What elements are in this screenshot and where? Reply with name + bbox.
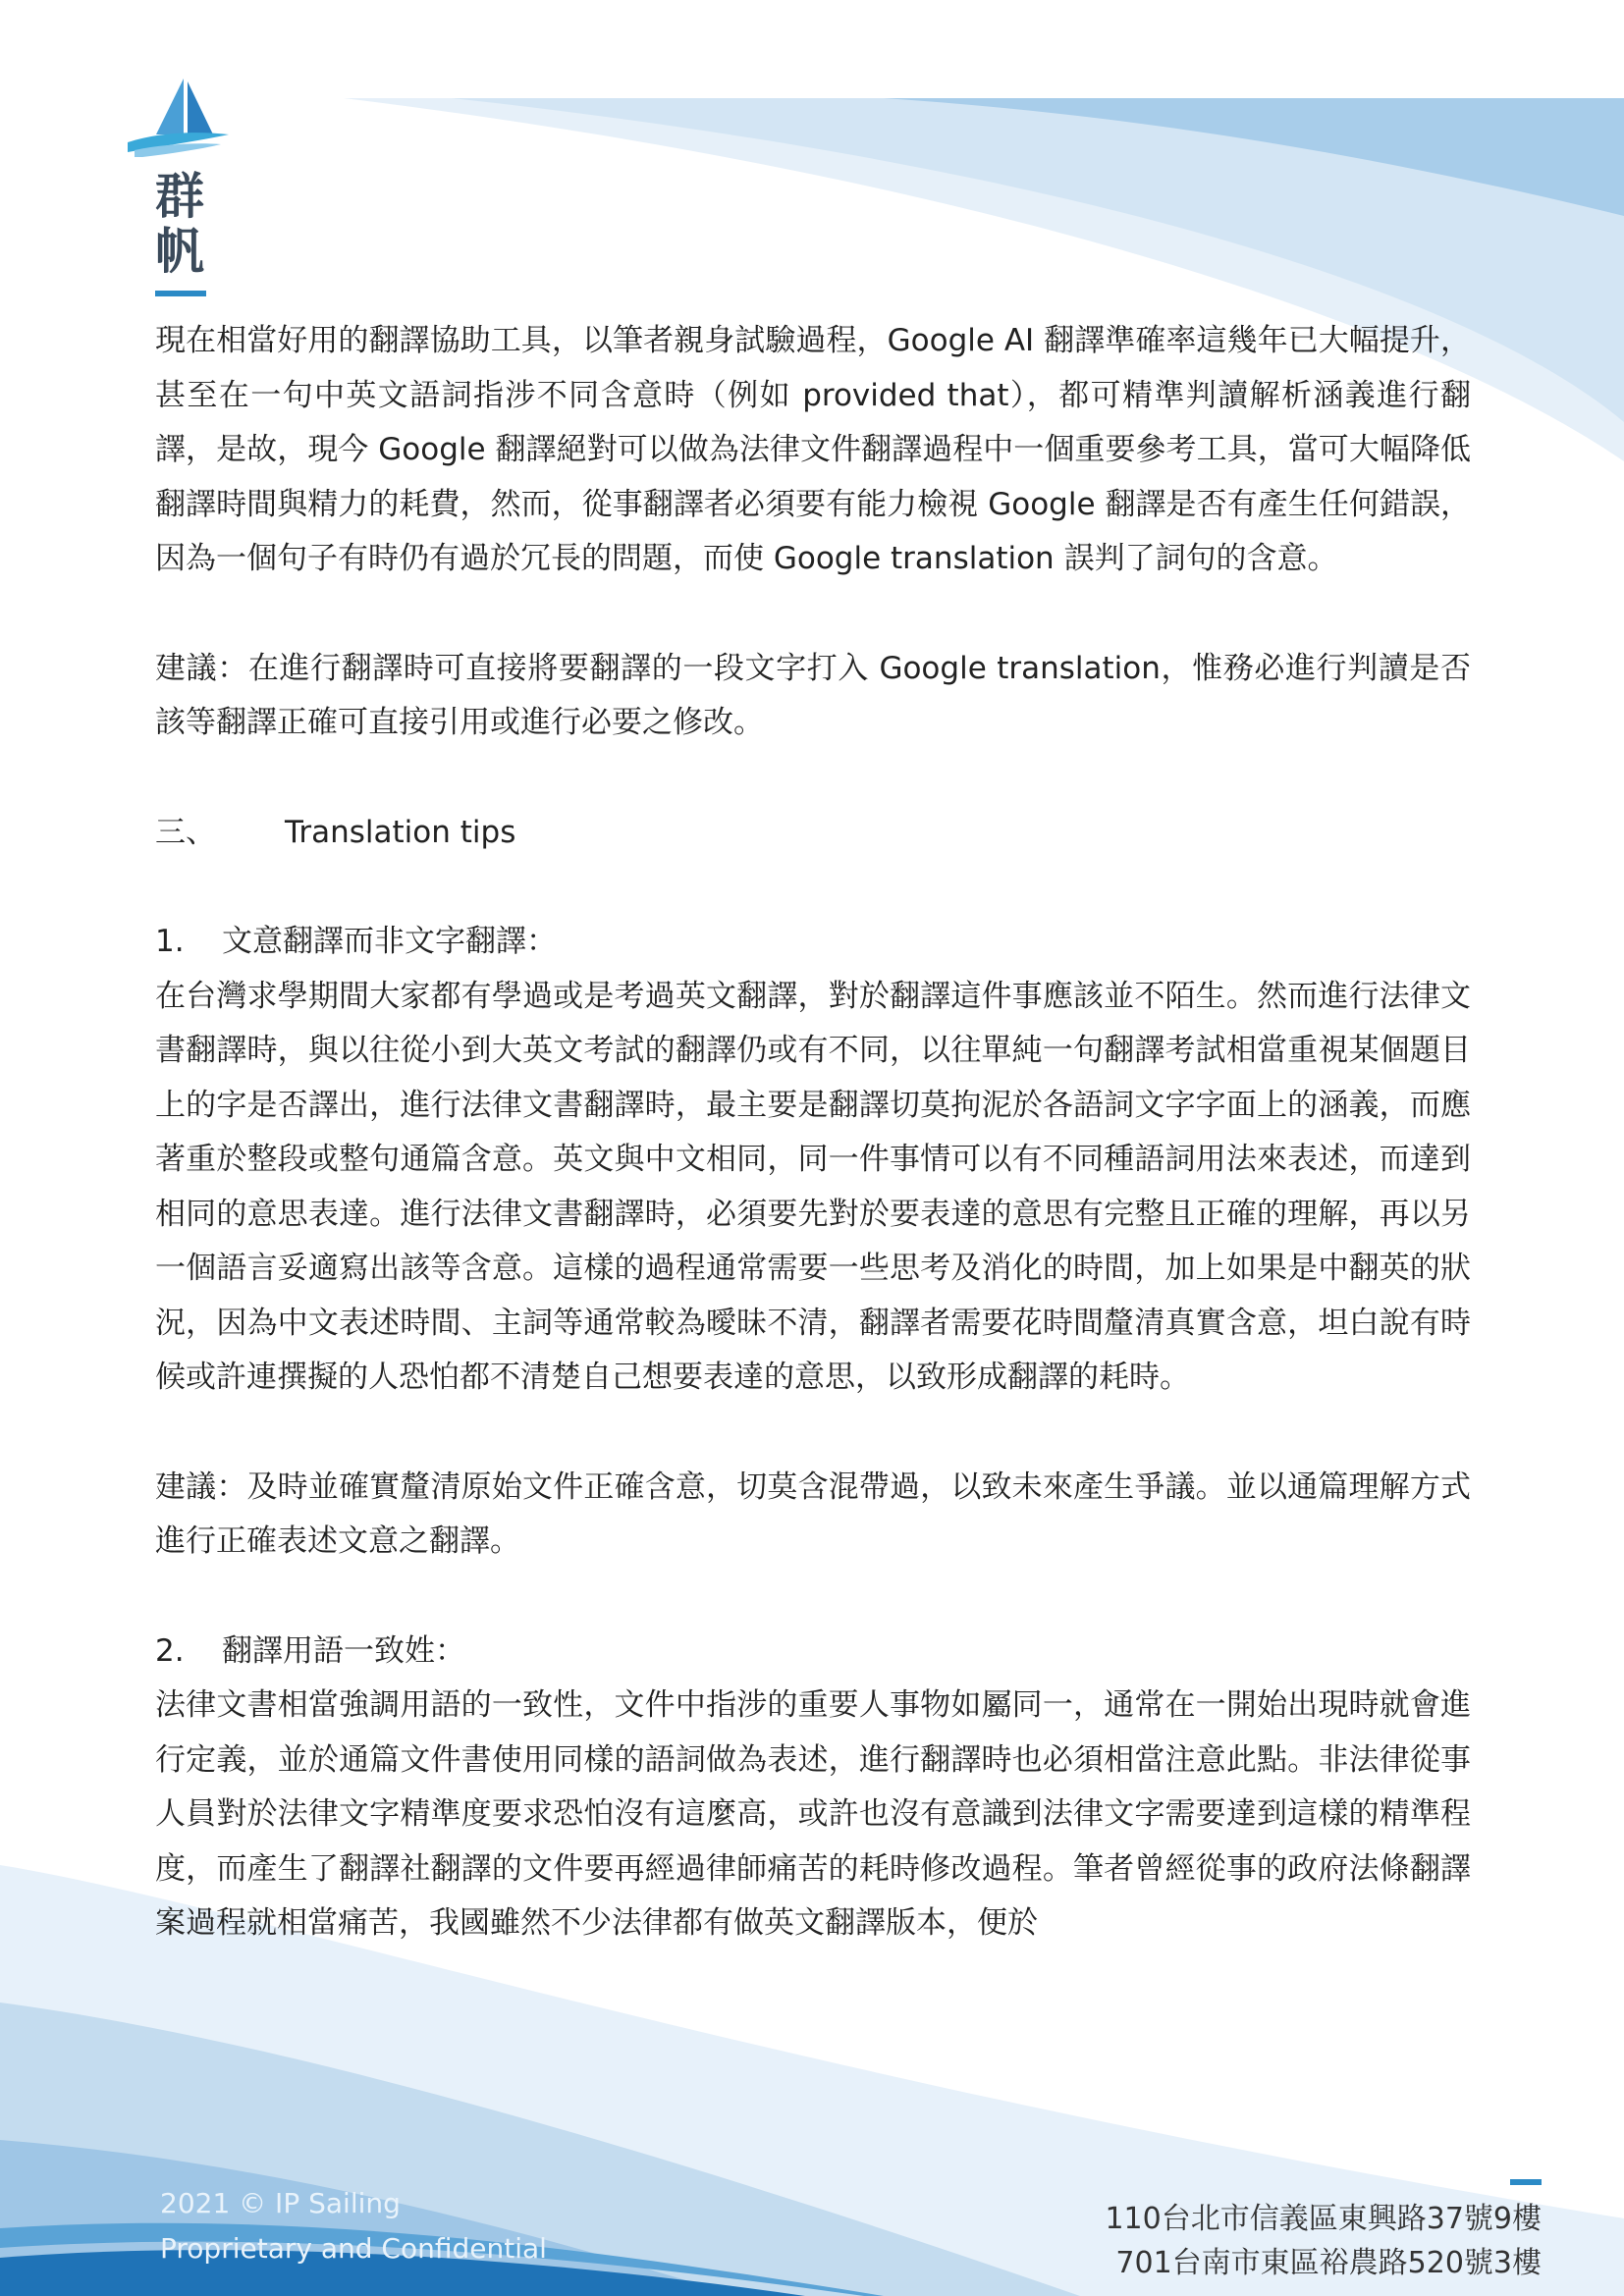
section-title: Translation tips (285, 814, 516, 850)
tip-body: 在台灣求學期間大家都有學過或是考過英文翻譯，對於翻譯這件事應該並不陌生。然而進行法律文書翻譯時，與以往從小到大英文考試的翻譯仍或有不同，以往單純一句翻譯考試相當重視某個題目上的字是否譯出，進行法律文書翻譯時，最主要是翻譯切莫拘泥於各語詞文字字面上的涵義，而應著重於整段或整句通篇含意。英文與中文相同，同一件事情可以有不同種語詞用法來表述，而達到相同的意思表達。進行法律文書翻譯時，必須要先對於要表達的意思有完整且正確的理解，再以另一個語言妥適寫出該等含意。這樣的過程通常需要一些思考及消化的時間，加上如果是中翻英的狀況，因為中文表述時間、主詞等通常較為曖昧不清，翻譯者需要花時間釐清真實含意，坦白說有時候或許連撰擬的人恐怕都不清楚自己想要表達的意思，以致形成翻譯的耗時。 (155, 978, 1471, 1395)
section-number: 三、 (155, 814, 216, 850)
footer-address-block (1105, 2197, 1542, 2285)
footer-accent-dash (1510, 2179, 1542, 2185)
confidential-text: Proprietary and Confidential (160, 2232, 547, 2265)
tip-body: 法律文書相當強調用語的一致性，文件中指涉的重要人事物如屬同一，通常在一開始出現時就會進行定義，並於通篇文件書使用同樣的語詞做為表述，進行翻譯時也必須相當注意此點。非法律從事人員對於法律文字精準度要求恐怕沒有這麼高，或許也沒有意識到法律文字需要達到這樣的精準程度，而產生了翻譯社翻譯的文件要再經過律師痛苦的耗時修改過程。筆者曾經從事的政府法條翻譯案過程就相當痛苦，我國雖然不少法律都有做英文翻譯版本，便於 (155, 1687, 1471, 1941)
tip-number: 1. (155, 924, 185, 959)
logo-text: 群帆 (155, 168, 204, 280)
footer-copyright-block (160, 2181, 547, 2271)
sailboat-icon (123, 74, 231, 157)
address-taipei: 110台北市信義區東興路37號9樓 (1105, 2202, 1542, 2236)
tip-title: 翻譯用語一致姓： (222, 1632, 465, 1669)
paragraph-google-translate: 現在相當好用的翻譯協助工具，以筆者親身試驗過程，Google AI 翻譯準確率這幾年已大幅提升，甚至在一句中英文語詞指涉不同含意時（例如 provided that），都可精準判讀解析涵義進行翻譯，是故，現今 Google 翻譯絕對可以做為法律文件翻譯過程中一個重要參考工具，當可大幅降低翻譯時間與精力的耗費，然而，從事翻譯者必須要有能力檢視 Google 翻譯是否有產生任何錯誤，因為一個句子有時仍有過於冗長的問題，而使 Google translation 誤判了詞句的含意。 (155, 323, 1471, 576)
tip-title: 文意翻譯而非文字翻譯： (222, 924, 557, 959)
address-tainan: 701台南市東區裕農路520號3樓 (1115, 2246, 1542, 2280)
section-heading (155, 806, 1471, 861)
tip-heading (155, 915, 1471, 970)
document-body (155, 314, 1471, 1951)
tip-number: 2. (155, 1632, 185, 1669)
copyright-text: 2021 © IP Sailing (160, 2187, 401, 2219)
suggestion-google-translate: 建議：在進行翻譯時可直接將要翻譯的一段文字打入 Google translation，惟務必進行判讀是否該等翻譯正確可直接引用或進行必要之修改。 (155, 650, 1471, 740)
tip-heading (155, 1625, 1471, 1680)
logo-underline (155, 291, 206, 296)
tip-suggestion: 建議：及時並確實釐清原始文件正確含意，切莫含混帶過，以致未來產生爭議。並以通篇理解方式進行正確表述文意之翻譯。 (155, 1468, 1471, 1559)
